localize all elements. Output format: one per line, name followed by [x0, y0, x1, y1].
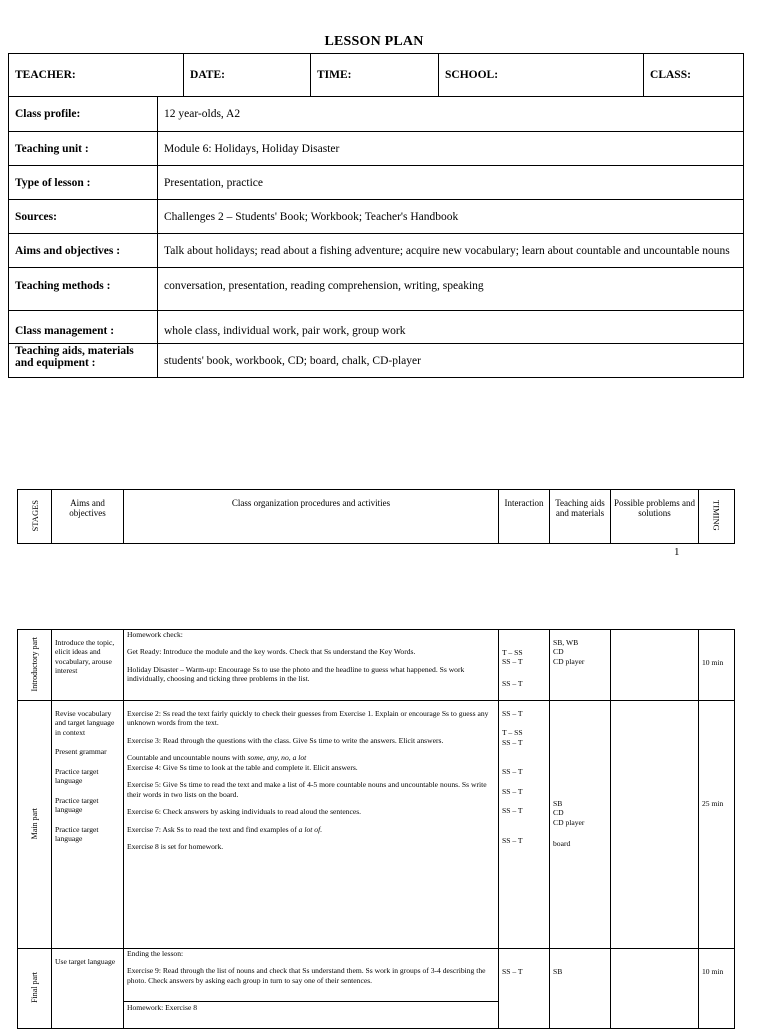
- class-label: CLASS:: [644, 54, 744, 97]
- table-row: [18, 630, 735, 701]
- procedures-header: Class organization procedures and activities: [124, 490, 499, 544]
- stage-label: Introductory part: [29, 636, 39, 691]
- info-value: conversation, presentation, reading comprehension, writing, speaking: [158, 268, 744, 311]
- info-value: 12 year-olds, A2: [158, 97, 744, 132]
- info-row: [9, 234, 744, 268]
- homework-line: Homework: Exercise 8: [124, 1001, 498, 1012]
- info-label: Class profile:: [9, 97, 158, 132]
- info-label: Class management :: [9, 311, 158, 344]
- info-row: [9, 97, 744, 132]
- aids-cell: SB: [550, 949, 611, 1029]
- interaction-value: T – SS: [502, 648, 523, 657]
- aids-value: board: [553, 839, 571, 849]
- aim-text: Practice target language: [55, 824, 99, 844]
- procedure-text: Countable and uncountable nouns with: [127, 753, 248, 763]
- date-label: DATE:: [184, 54, 311, 97]
- procedure-text-italic: a lot of.: [298, 824, 323, 834]
- interaction-value: SS – T: [502, 657, 523, 667]
- timing-cell: 25 min: [699, 701, 735, 949]
- procedures-cell: [124, 630, 499, 701]
- aim-text: Practice target language: [55, 766, 99, 786]
- aids-value: SB CD CD player: [553, 799, 585, 827]
- info-label: Teaching aids, materials and equipment :: [9, 344, 158, 378]
- teacher-label: TEACHER:: [9, 54, 184, 97]
- table-row: [18, 701, 735, 949]
- procedure-text: Exercise 7: Ask Ss to read the text and find examples of: [127, 824, 299, 834]
- interaction-cell: SS – T: [499, 949, 550, 1029]
- school-label: SCHOOL:: [439, 54, 644, 97]
- info-value: Challenges 2 – Students' Book; Workbook; Teacher's Handbook: [158, 200, 744, 234]
- procedures-cell: [124, 701, 499, 949]
- info-label: Type of lesson :: [9, 166, 158, 200]
- interaction-value: T – SS: [502, 728, 523, 738]
- info-row: [9, 200, 744, 234]
- time-label: TIME:: [311, 54, 439, 97]
- stage-label: Main part: [29, 807, 39, 839]
- aim-text: Practice target language: [55, 795, 99, 815]
- aim-text: Revise vocabulary and target language in context: [55, 709, 115, 737]
- aims-cell: Introduce the topic, elicit ideas and vocabulary, arouse interest: [52, 630, 124, 701]
- info-label: Teaching unit :: [9, 132, 158, 166]
- lesson-stages-table: [17, 629, 735, 1029]
- aids-cell: [550, 701, 611, 949]
- procedure-text: Holiday Disaster – Warm-up: Encourage Ss to use the photo and the headline to guess what happened. Ss work individually, choosing and ticking three problems in the list.: [127, 664, 465, 684]
- timing-cell: 10 min: [699, 630, 735, 701]
- info-row: [9, 132, 744, 166]
- interaction-value: SS – T: [502, 709, 523, 718]
- aims-header: Aims and objectives: [52, 490, 124, 544]
- interaction-cell: [499, 630, 550, 701]
- info-value: students' book, workbook, CD; board, chalk, CD-player: [158, 344, 744, 378]
- timing-cell: 10 min: [699, 949, 735, 1029]
- aids-cell: SB, WB CD CD player: [550, 630, 611, 701]
- info-row: [9, 311, 744, 344]
- aims-cell: Use target language: [52, 949, 124, 1029]
- interaction-header: Interaction: [499, 490, 550, 544]
- info-value: whole class, individual work, pair work, group work: [158, 311, 744, 344]
- info-value: Talk about holidays; read about a fishing adventure; acquire new vocabulary; learn about countable and uncountable nouns: [158, 234, 744, 268]
- interaction-value: SS – T: [502, 786, 523, 796]
- procedures-cell: [124, 949, 499, 1029]
- interaction-value: SS – T: [502, 806, 523, 816]
- procedure-text: Exercise 8 is set for homework.: [127, 842, 224, 852]
- procedure-text: Homework check:: [127, 630, 183, 639]
- procedure-text: Exercise 5: Give Ss time to read the text and make a list of 4-5 more countable nouns and uncountable nouns. Ss write their words in two lists on the board.: [127, 780, 487, 799]
- problems-cell: [611, 701, 699, 949]
- procedure-text: Exercise 4: Give Ss time to look at the table and complete it. Elicit answers.: [127, 762, 358, 772]
- interaction-value: SS – T: [502, 835, 523, 845]
- procedure-text: Exercise 3: Read through the questions with the class. Give Ss time to write the answers. Elicit answers.: [127, 735, 444, 745]
- info-value: Presentation, practice: [158, 166, 744, 200]
- procedure-text: Get Ready: Introduce the module and the key words. Check that Ss understand the Key Words.: [127, 647, 416, 657]
- info-value: Module 6: Holidays, Holiday Disaster: [158, 132, 744, 166]
- problems-cell: [611, 630, 699, 701]
- procedure-text: Exercise 6: Check answers by asking individuals to read aloud the sentences.: [127, 807, 362, 817]
- stages-header-table: [17, 489, 735, 544]
- aims-cell: [52, 701, 124, 949]
- problems-cell: [611, 949, 699, 1029]
- info-row: [9, 166, 744, 200]
- procedure-text: Exercise 9: Read through the list of nouns and check that Ss understand them. Ss work in groups of 3-4 describing the photo. Check answers by asking each group in turn to say one of their sentences.: [127, 966, 486, 985]
- problems-header: Possible problems and solutions: [611, 490, 699, 544]
- procedure-text: Ending the lesson:: [127, 949, 184, 958]
- header-row: [9, 54, 744, 97]
- procedure-text-italic: some, any, no, a lot: [247, 753, 307, 763]
- aids-header: Teaching aids and materials: [550, 490, 611, 544]
- info-row: [9, 268, 744, 311]
- info-label: Sources:: [9, 200, 158, 234]
- page-number: 1: [674, 546, 680, 558]
- interaction-value: SS – T: [502, 678, 523, 688]
- page-title: LESSON PLAN: [324, 34, 424, 49]
- table-row: [18, 949, 735, 1029]
- info-label: Aims and objectives :: [9, 234, 158, 268]
- interaction-cell: [499, 701, 550, 949]
- timing-header: TIMING: [711, 500, 722, 531]
- stages-header: STAGES: [29, 499, 40, 532]
- interaction-value: SS – T: [502, 767, 523, 777]
- info-label: Teaching methods :: [9, 268, 158, 311]
- interaction-value: SS – T: [502, 737, 523, 747]
- stage-label: Final part: [29, 971, 39, 1003]
- lesson-info-table: [8, 53, 744, 378]
- info-row: [9, 344, 744, 378]
- procedure-text: Exercise 2: Ss read the text fairly quickly to check their guesses from Exercise 1. Explain or encourage Ss to guess any unknown words from the text.: [127, 709, 489, 728]
- aim-text: Present grammar: [55, 747, 107, 757]
